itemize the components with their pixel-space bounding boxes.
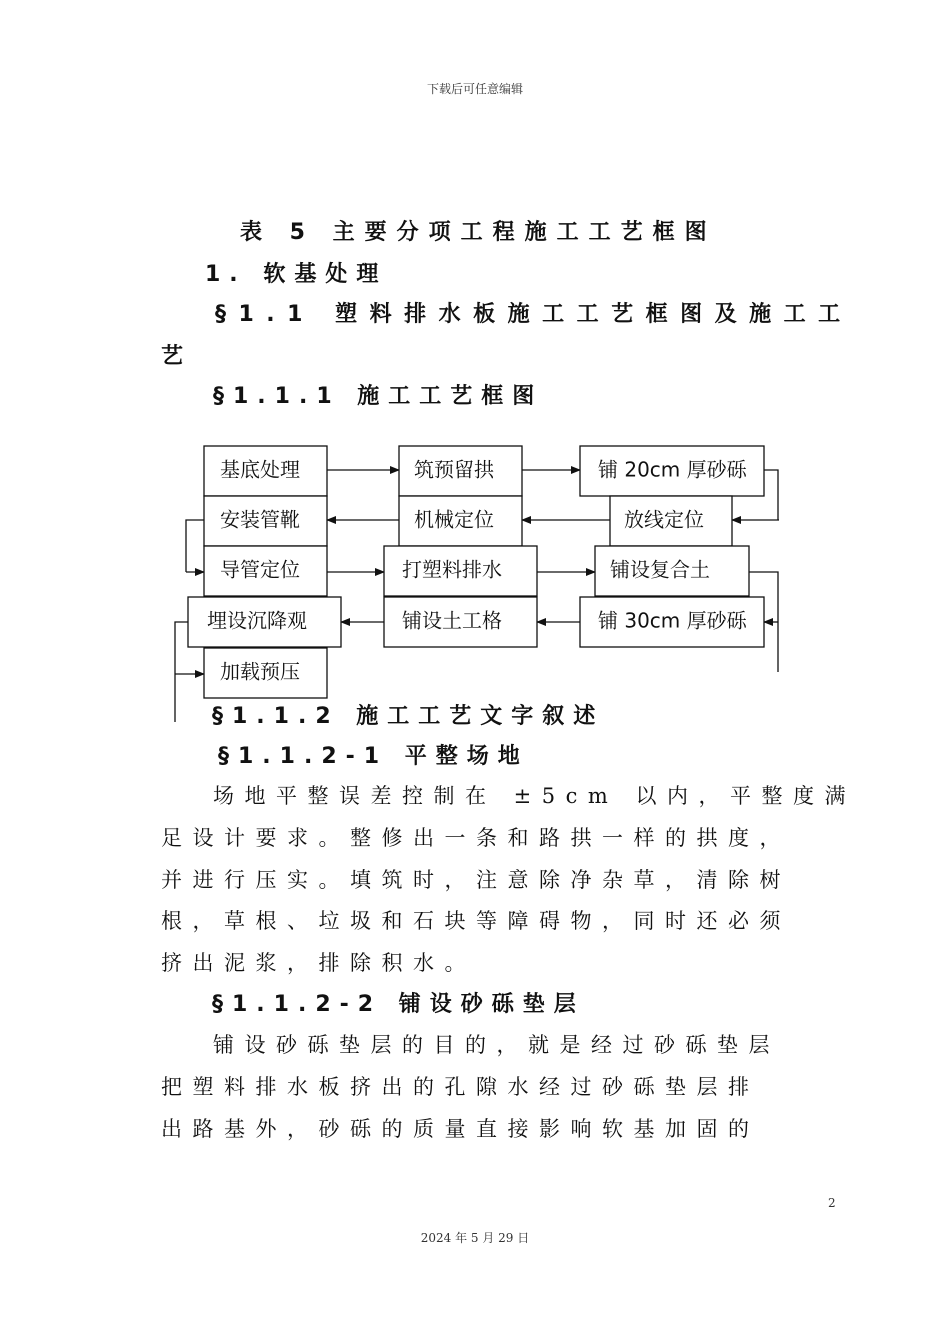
flow-box-foundation-treatment — [204, 446, 327, 496]
paragraph-1-line: 并进行压实。填筑时，注意除净杂草，清除树 — [161, 868, 791, 892]
flow-box-preloading — [204, 648, 327, 698]
paragraph-1-line: 足设计要求。整修出一条和路拱一样的拱度， — [161, 826, 791, 850]
svg-text:筑预留拱: 筑预留拱 — [414, 457, 494, 482]
section-1-1-2-heading: §1.1.2 施工工艺文字叙述 — [212, 704, 605, 729]
flow-box-camber — [399, 446, 522, 496]
svg-text:铺 30cm 厚砂砾: 铺 30cm 厚砂砾 — [598, 608, 747, 633]
paragraph-2-line: 把塑料排水板挤出的孔隙水经过砂砾垫层排 — [161, 1075, 760, 1099]
header-note: 下载后可任意编辑 — [426, 82, 523, 96]
svg-text:铺设土工格: 铺设土工格 — [402, 608, 502, 633]
paragraph-2-line: 出路基外，砂砾的质量直接影响软基加固的 — [161, 1117, 760, 1141]
svg-text:机械定位: 机械定位 — [414, 507, 494, 532]
line-connector — [175, 622, 188, 722]
svg-text:铺设复合土: 铺设复合土 — [610, 557, 710, 582]
page-number: 2 — [828, 1196, 836, 1210]
section-1-heading: 1. 软基处理 — [205, 262, 388, 287]
footer-date: 2024 年 5 月 29 日 — [420, 1231, 530, 1245]
flow-box-install-pipe-shoe — [204, 496, 327, 546]
flow-box-geogrid — [384, 597, 537, 647]
svg-text:加载预压: 加载预压 — [220, 659, 300, 684]
flow-box-drive-drain-board — [384, 546, 537, 596]
svg-text:导管定位: 导管定位 — [220, 557, 300, 582]
paragraph-1-line: 挤出泥浆，排除积水。 — [161, 951, 476, 975]
svg-text:安装管靴: 安装管靴 — [220, 507, 300, 532]
section-1-1-heading-continued: 艺 — [161, 344, 193, 369]
svg-text:铺 20cm 厚砂砾: 铺 20cm 厚砂砾 — [598, 457, 747, 482]
section-1-1-2-2-heading: §1.1.2-2 铺设砂砾垫层 — [212, 992, 585, 1017]
flow-box-machine-positioning — [399, 496, 522, 546]
paragraph-1-line: 场地平整误差控制在 ±5cm 以内，平整度满 — [213, 784, 856, 808]
section-1-1-heading: §1.1 塑料排水板施工工艺框图及施工工 — [215, 302, 853, 327]
flow-box-layout-positioning — [610, 496, 732, 546]
line-connector — [186, 520, 204, 572]
flow-box-gravel-20cm — [580, 446, 764, 496]
section-1-1-1-heading: §1.1.1 施工工艺框图 — [213, 384, 544, 409]
flow-box-guide-pipe-positioning — [204, 546, 327, 596]
svg-text:基底处理: 基底处理 — [220, 457, 300, 482]
table-title: 表 5 主要分项工程施工工艺框图 — [240, 220, 717, 245]
flow-box-settlement-observation — [188, 597, 341, 647]
paragraph-2-line: 铺设砂砾垫层的目的，就是经过砂砾垫层 — [213, 1033, 780, 1057]
svg-text:打塑料排水: 打塑料排水 — [402, 557, 502, 582]
svg-text:放线定位: 放线定位 — [624, 507, 704, 532]
line-connector — [764, 470, 778, 520]
flow-box-lay-composite — [595, 546, 749, 596]
section-1-1-2-1-heading: §1.1.2-1 平整场地 — [218, 744, 529, 769]
flow-box-gravel-30cm — [580, 597, 764, 647]
paragraph-1-line: 根，草根、垃圾和石块等障碍物，同时还必须 — [161, 909, 791, 933]
svg-text:埋设沉降观: 埋设沉降观 — [207, 608, 307, 633]
